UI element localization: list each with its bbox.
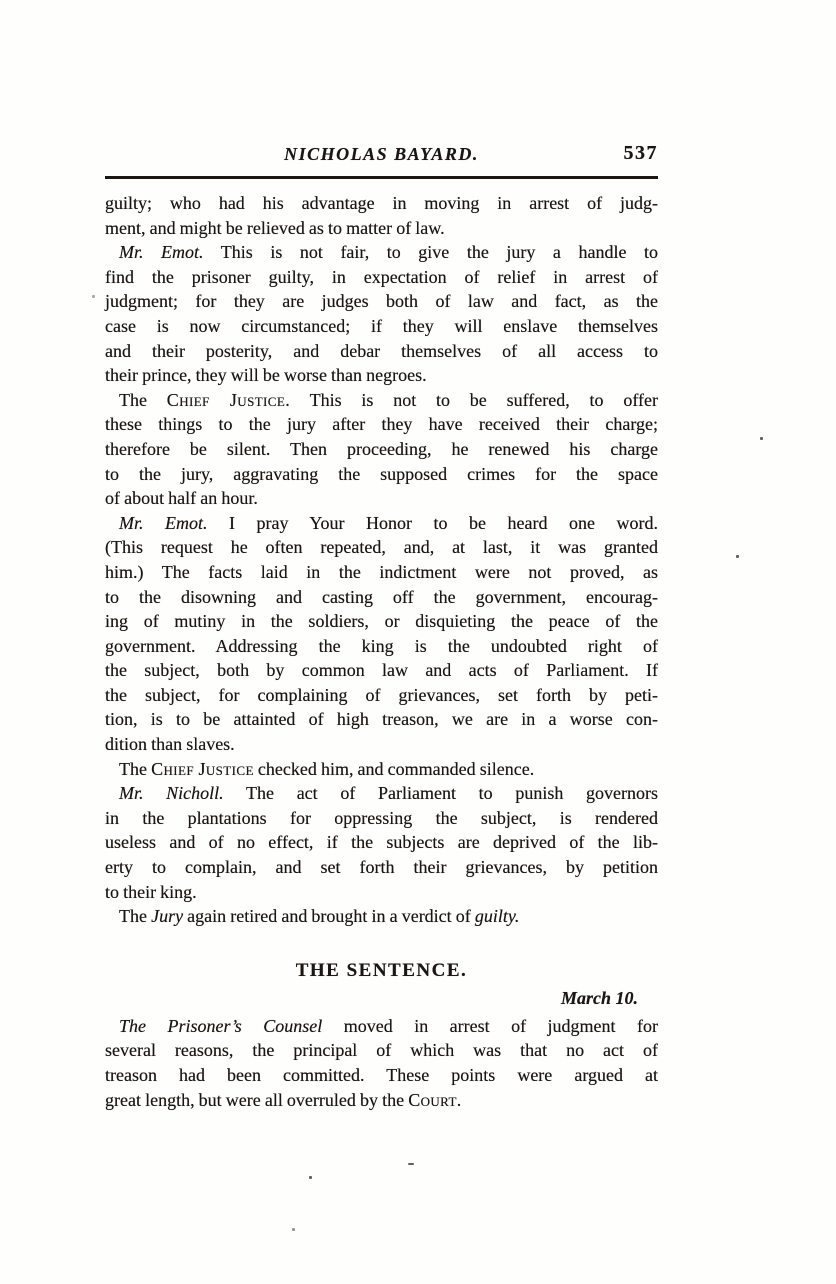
text-line (105, 781, 658, 806)
text-segment: useless and of no effect, if the subjects are deprived of the lib- (105, 832, 658, 853)
text-line (105, 535, 658, 560)
scan-speck (292, 1228, 295, 1231)
text-line (105, 486, 658, 511)
text-line (105, 880, 658, 905)
page-number: 537 (623, 142, 658, 164)
italic-text: Mr. Emot. (119, 512, 208, 533)
text-line (105, 339, 658, 364)
date-line: March 10. (560, 987, 638, 1008)
text-segment: of about half an hour. (105, 488, 258, 509)
paragraph (105, 781, 658, 904)
text-segment: great length, but were all overruled by the (105, 1089, 409, 1110)
running-header (105, 142, 658, 176)
text-segment: and their posterity, and debar themselves of all access to (105, 340, 658, 361)
text-segment: The (119, 758, 152, 779)
text-line (105, 1038, 658, 1063)
smallcaps-text: Chief Justice. (166, 389, 291, 410)
text-line (105, 806, 658, 831)
smallcaps-text: Court. (408, 1089, 462, 1110)
text-line (105, 830, 658, 855)
text-line (105, 658, 658, 683)
paragraph (105, 757, 658, 782)
text-segment: This is not to be suffered, to offer (290, 389, 658, 410)
text-line (105, 855, 658, 880)
text-line (105, 904, 658, 929)
paragraph (105, 388, 658, 511)
text-segment: several reasons, the principal of which was that no act of (105, 1040, 658, 1061)
italic-text: Mr. Nicholl. (119, 783, 224, 804)
text-segment: in the plantations for oppressing the subject, is rendered (105, 807, 658, 828)
text-line (105, 609, 658, 634)
text-segment: erty to complain, and set forth their grievances, by petition (105, 857, 658, 878)
text-line (105, 585, 658, 610)
text-segment: find the prisoner guilty, in expectation of relief in arrest of (105, 266, 658, 287)
text-segment: these things to the jury after they have received their charge; (105, 414, 658, 435)
paragraph (105, 511, 658, 757)
text-line (105, 314, 658, 339)
text-line (105, 1014, 658, 1039)
text-line (105, 265, 658, 290)
text-segment: dition than slaves. (105, 734, 235, 755)
text-segment: guilty; who had his advantage in moving in arrest of judg- (105, 193, 658, 213)
text-segment: government. Addressing the king is the undoubted right of (105, 635, 658, 656)
scan-speck (408, 1163, 414, 1165)
scan-speck (760, 437, 763, 440)
text-line (105, 1063, 658, 1088)
text-segment: The (119, 389, 167, 410)
paragraph (105, 191, 658, 240)
italic-text: guilty. (474, 906, 520, 927)
text-segment: ing of mutiny in the soldiers, or disquieting the peace of the (105, 611, 658, 632)
text-segment: him.) The facts laid in the indictment were not proved, as (105, 561, 658, 582)
running-title: NICHOLAS BAYARD. (284, 144, 479, 164)
text-line (105, 216, 658, 241)
text-segment: This is not fair, to give the jury a handle to (203, 242, 658, 263)
text-line (105, 363, 658, 388)
smallcaps-text: Chief Justice (151, 758, 254, 779)
text-line (105, 683, 658, 708)
text-line (105, 191, 658, 216)
text-line (105, 437, 658, 462)
text-segment: again retired and brought in a verdict of (183, 906, 475, 927)
text-segment: ment, and might be relieved as to matter of law. (105, 217, 445, 238)
text-column (105, 142, 658, 1112)
scan-speck (92, 295, 95, 298)
text-line (105, 757, 658, 782)
text-segment: checked him, and commanded silence. (253, 758, 535, 779)
text-line (105, 388, 658, 413)
text-segment: The (119, 906, 152, 927)
text-segment: moved in arrest of judgment for (322, 1015, 658, 1036)
paragraph (105, 904, 658, 929)
text-line (105, 240, 658, 265)
text-line (105, 732, 658, 757)
italic-text: Jury (151, 906, 184, 927)
text-segment: to the disowning and casting off the government, encourag- (105, 586, 658, 607)
text-segment: The act of Parliament to punish governors (223, 783, 658, 804)
text-segment: the subject, both by common law and acts of Parliament. If (105, 660, 658, 681)
paragraph (105, 240, 658, 388)
text-segment: judgment; for they are judges both of law and fact, as the (105, 291, 658, 312)
text-line (105, 511, 658, 536)
text-line (105, 560, 658, 585)
text-segment: I pray Your Honor to be heard one word. (207, 512, 658, 533)
text-segment: the subject, for complaining of grievances, set forth by peti- (105, 684, 658, 705)
text-line (105, 462, 658, 487)
header-rule (105, 176, 658, 179)
text-segment: to the jury, aggravating the supposed crimes for the space (105, 463, 658, 484)
text-flow (105, 191, 658, 1112)
italic-text: The Prisoner’s Counsel (119, 1015, 323, 1036)
text-segment: therefore be silent. Then proceeding, he renewed his charge (105, 438, 658, 459)
scan-speck (736, 555, 739, 558)
text-line (105, 634, 658, 659)
text-segment: treason had been committed. These points were argued at (105, 1065, 658, 1085)
text-line (105, 412, 658, 437)
text-segment: their prince, they will be worse than negroes. (105, 365, 427, 386)
paragraph (105, 1014, 658, 1112)
text-line (105, 1088, 658, 1113)
scan-speck (309, 1176, 312, 1179)
italic-text: Mr. Emot. (119, 242, 204, 263)
section-heading: THE SENTENCE. (295, 959, 468, 981)
text-line (105, 289, 658, 314)
text-segment: to their king. (105, 881, 197, 902)
text-line (105, 707, 658, 732)
text-segment: case is now circumstanced; if they will enslave themselves (105, 315, 658, 336)
text-segment: tion, is to be attainted of high treason, we are in a worse con- (105, 709, 658, 730)
text-segment: (This request he often repeated, and, at last, it was granted (105, 537, 658, 558)
